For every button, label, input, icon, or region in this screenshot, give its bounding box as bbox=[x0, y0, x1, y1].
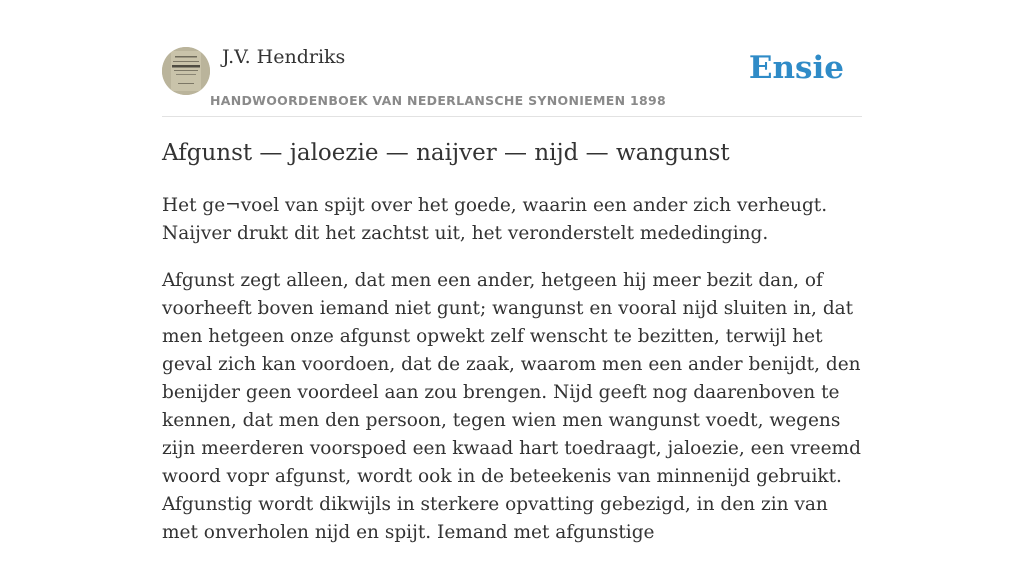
page-container bbox=[162, 0, 862, 543]
paragraph: Het ge¬voel van spijt over het goede, waarin een ander zich verheugt. Naijver drukt dit het zachtst uit, het veronderstelt mededinging. bbox=[162, 195, 828, 244]
book-cover-icon[interactable] bbox=[162, 47, 210, 95]
author-name[interactable]: J.V. Hendriks bbox=[222, 46, 346, 68]
article-title: Afgunst — jaloezie — naijver — nijd — wangunst bbox=[162, 140, 730, 166]
paragraph: Afgunst zegt alleen, dat men een ander, hetgeen hij meer bezit dan, of voorheeft boven iemand niet gunt; wangunst en vooral nijd sluiten in, dat men hetgeen onze afgunst opwekt zelf wenscht te bezitten, terwijl het geval zich kan voordoen, dat de zaak, waarom men een ander benijdt, den benijder geen voordeel aan zou brengen. Nijd geeft nog daarenboven te kennen, dat men den persoon, tegen wien men wangunst voedt, wegens zijn meerderen voorspoed een kwaad hart toedraagt, jaloezie, een vreemd woord vopr afgunst, wordt ook in de beteekenis van minnenijd gebruikt. Afgunstig wordt dikwijls in sterkere opvatting gebezigd, in den zin van met onverholen nijd en spijt. Iemand met afgunstige bbox=[162, 270, 861, 543]
header bbox=[162, 0, 862, 117]
source-title[interactable]: HANDWOORDENBOEK VAN NEDERLANSCHE SYNONIEMEN 1898 bbox=[210, 93, 667, 108]
article-body bbox=[162, 192, 862, 566]
brand-logo[interactable]: Ensie bbox=[748, 50, 844, 86]
